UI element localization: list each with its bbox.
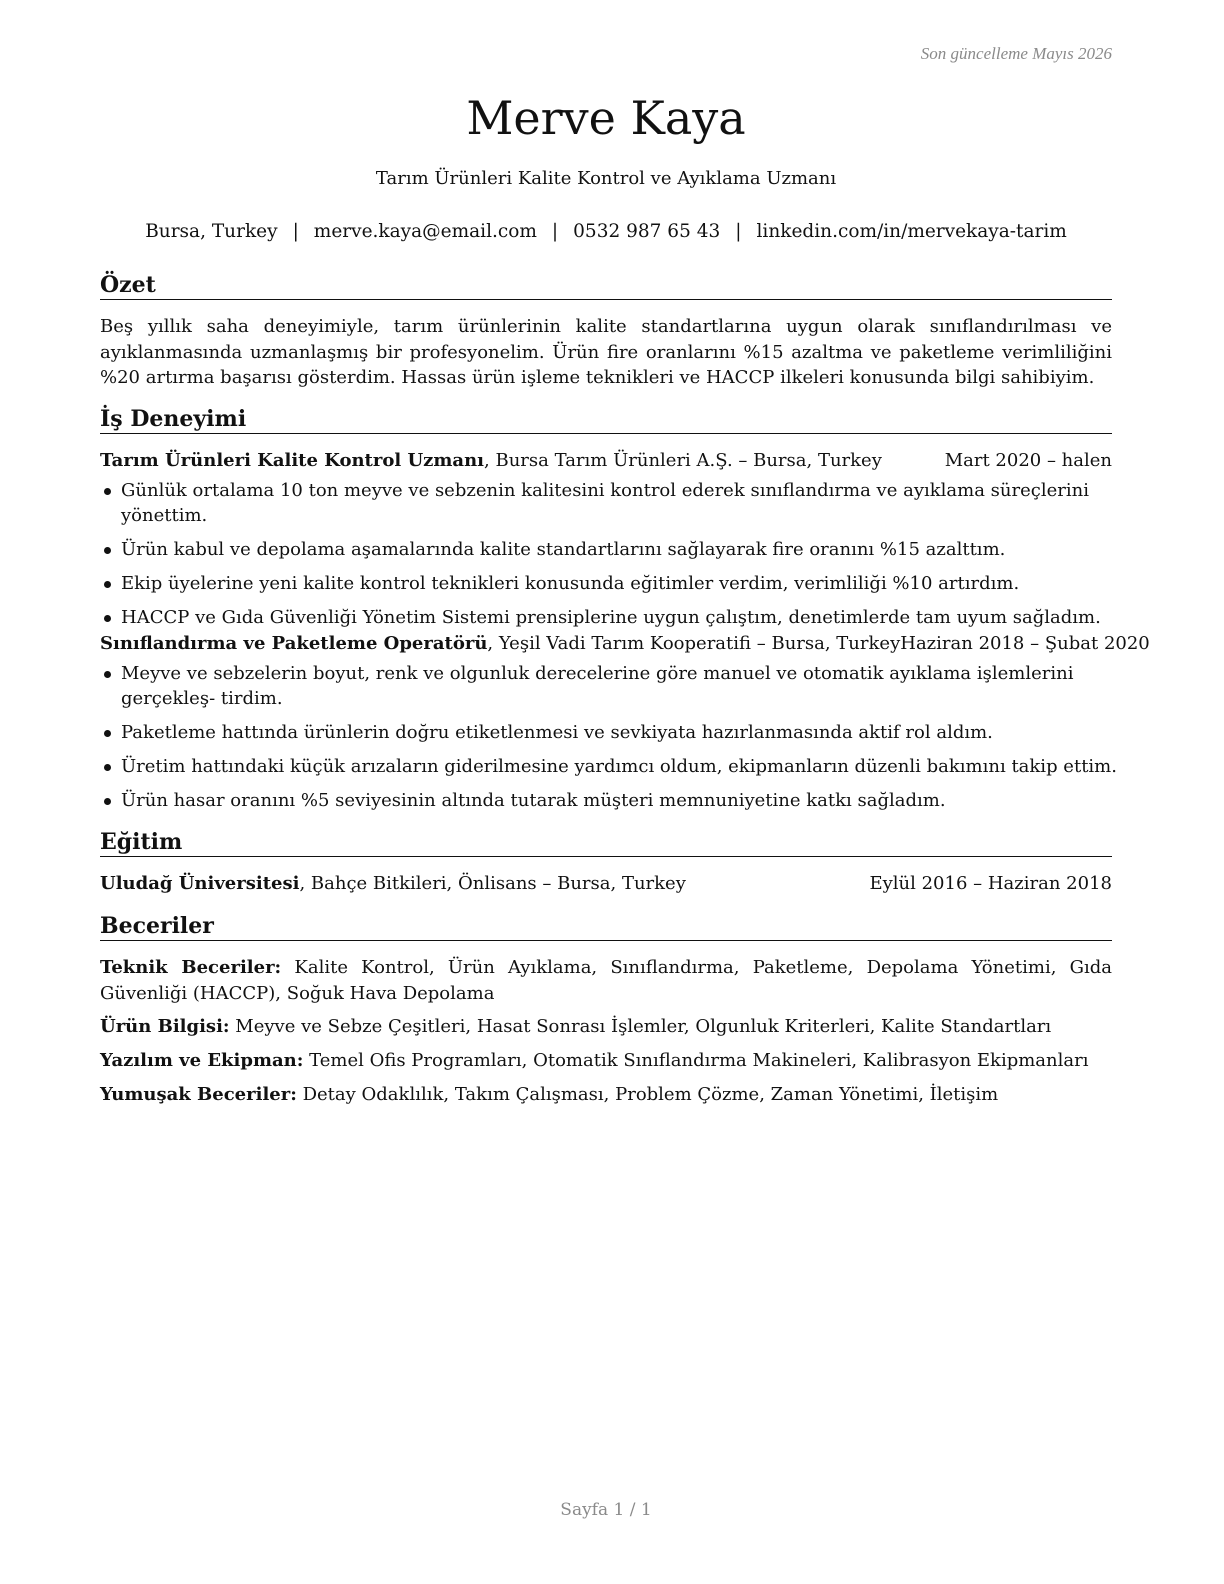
summary-heading: Özet bbox=[100, 271, 1112, 300]
job-company: , Bursa Tarım Ürünleri A.Ş. – Bursa, Turkey bbox=[484, 450, 882, 471]
skill-group bbox=[100, 955, 1112, 1006]
job-bullets bbox=[100, 661, 1118, 822]
job-dates: Mart 2020 – halen bbox=[944, 450, 1112, 471]
list-item: Ürün kabul ve depolama aşamalarında kalite standartlarını sağlayarak fire oranını %15 azalttım. bbox=[100, 537, 1118, 562]
skill-group bbox=[100, 1014, 1112, 1040]
job-header bbox=[100, 631, 1150, 657]
education-dates: Eylül 2016 – Haziran 2018 bbox=[869, 873, 1112, 894]
job-role: Tarım Ürünleri Kalite Kontrol Uzmanı bbox=[100, 450, 485, 471]
skill-text: Temel Ofis Programları, Otomatik Sınıflandırma Makineleri, Kalibrasyon Ekipmanları bbox=[303, 1050, 1089, 1071]
skill-group bbox=[100, 1048, 1112, 1074]
list-item: Üretim hattındaki küçük arızaların giderilmesine yardımcı oldum, ekipmanların düzenli bakımını takip ettim. bbox=[100, 754, 1118, 779]
job-dates: Haziran 2018 – Şubat 2020 bbox=[900, 633, 1150, 654]
skills-heading: Beceriler bbox=[100, 912, 1112, 941]
job-company: , Yeşil Vadi Tarım Kooperatifi – Bursa, Turkey bbox=[487, 633, 901, 654]
page-number: Sayfa 1 / 1 bbox=[560, 1500, 652, 1520]
job-bullets bbox=[100, 478, 1118, 639]
education-heading: Eğitim bbox=[100, 828, 1112, 857]
skill-text: Detay Odaklılık, Takım Çalışması, Problem Çözme, Zaman Yönetimi, İletişim bbox=[296, 1084, 999, 1105]
candidate-title: Tarım Ürünleri Kalite Kontrol ve Ayıklama Uzmanı bbox=[375, 168, 837, 189]
skill-label: Yazılım ve Ekipman: bbox=[100, 1050, 304, 1071]
job-role: Sınıflandırma ve Paketleme Operatörü bbox=[100, 633, 488, 654]
education-line bbox=[100, 871, 686, 897]
list-item: Ekip üyelerine yeni kalite kontrol teknikleri konusunda eğitimler verdim, verimliliği %10 artırdım. bbox=[100, 571, 1118, 596]
job-header bbox=[100, 448, 1112, 474]
contact-email[interactable]: merve.kaya@email.com bbox=[313, 221, 537, 242]
contact-separator: | bbox=[292, 221, 299, 242]
education-school: Uludağ Üniversitesi bbox=[100, 873, 300, 894]
list-item: Paketleme hattında ürünlerin doğru etiketlenmesi ve sevkiyata hazırlanmasında aktif rol aldım. bbox=[100, 720, 1118, 745]
skill-group bbox=[100, 1082, 1112, 1108]
list-item: HACCP ve Gıda Güvenliği Yönetim Sistemi prensiplerine uygun çalıştım, denetimlerde tam uyum sağladım. bbox=[100, 605, 1118, 630]
contact-location: Bursa, Turkey bbox=[145, 221, 278, 242]
job-title-line bbox=[100, 631, 900, 657]
contact-separator: | bbox=[735, 221, 742, 242]
skill-label: Yumuşak Beceriler: bbox=[100, 1084, 297, 1105]
summary-text: Beş yıllık saha deneyimiyle, tarım ürünlerinin kalite standartlarına uygun olarak sınıflandırılması ve ayıklanmasında uzmanlaşmış bir profesyonelim. Ürün fire oranlarını %15 azaltma ve paketleme verimliliğini %20 artırma başarısı gösterdim. Hassas ürün işleme teknikleri ve HACCP ilkeleri konusunda bilgi sahibiyim. bbox=[100, 316, 1112, 388]
experience-heading: İş Deneyimi bbox=[100, 405, 1112, 434]
skill-text: Meyve ve Sebze Çeşitleri, Hasat Sonrası İşlemler, Olgunluk Kriterleri, Kalite Standartları bbox=[229, 1016, 1052, 1037]
list-item: Günlük ortalama 10 ton meyve ve sebzenin kalitesini kontrol ederek sınıflandırma ve ayıklama süreçlerini yönettim. bbox=[100, 478, 1118, 528]
candidate-name: Merve Kaya bbox=[466, 91, 746, 145]
last-updated: Son güncelleme Mayıs 2026 bbox=[920, 44, 1112, 63]
education-detail: , Bahçe Bitkileri, Önlisans – Bursa, Turkey bbox=[299, 873, 686, 894]
skill-label: Teknik Beceriler: bbox=[100, 957, 282, 978]
contact-line bbox=[100, 219, 1112, 245]
skill-text: Kalite Kontrol, Ürün Ayıklama, Sınıflandırma, Paketleme, Depolama Yönetimi, Gıda Güvenliği (HACCP), Soğuk Hava Depolama bbox=[100, 957, 1112, 1004]
list-item: Ürün hasar oranını %5 seviyesinin altında tutarak müşteri memnuniyetine katkı sağladım. bbox=[100, 788, 1118, 813]
skill-label: Ürün Bilgisi: bbox=[100, 1016, 230, 1037]
education-entry bbox=[100, 871, 1112, 897]
resume-page bbox=[100, 0, 1150, 1584]
list-item: Meyve ve sebzelerin boyut, renk ve olgunluk derecelerine göre manuel ve otomatik ayıklama işlemlerini gerçekleş- tirdim. bbox=[100, 661, 1118, 711]
contact-linkedin[interactable]: linkedin.com/in/mervekaya-tarim bbox=[756, 221, 1067, 242]
job-title-line bbox=[100, 448, 882, 474]
contact-separator: | bbox=[551, 221, 559, 242]
contact-phone: 0532 987 65 43 bbox=[573, 221, 721, 242]
